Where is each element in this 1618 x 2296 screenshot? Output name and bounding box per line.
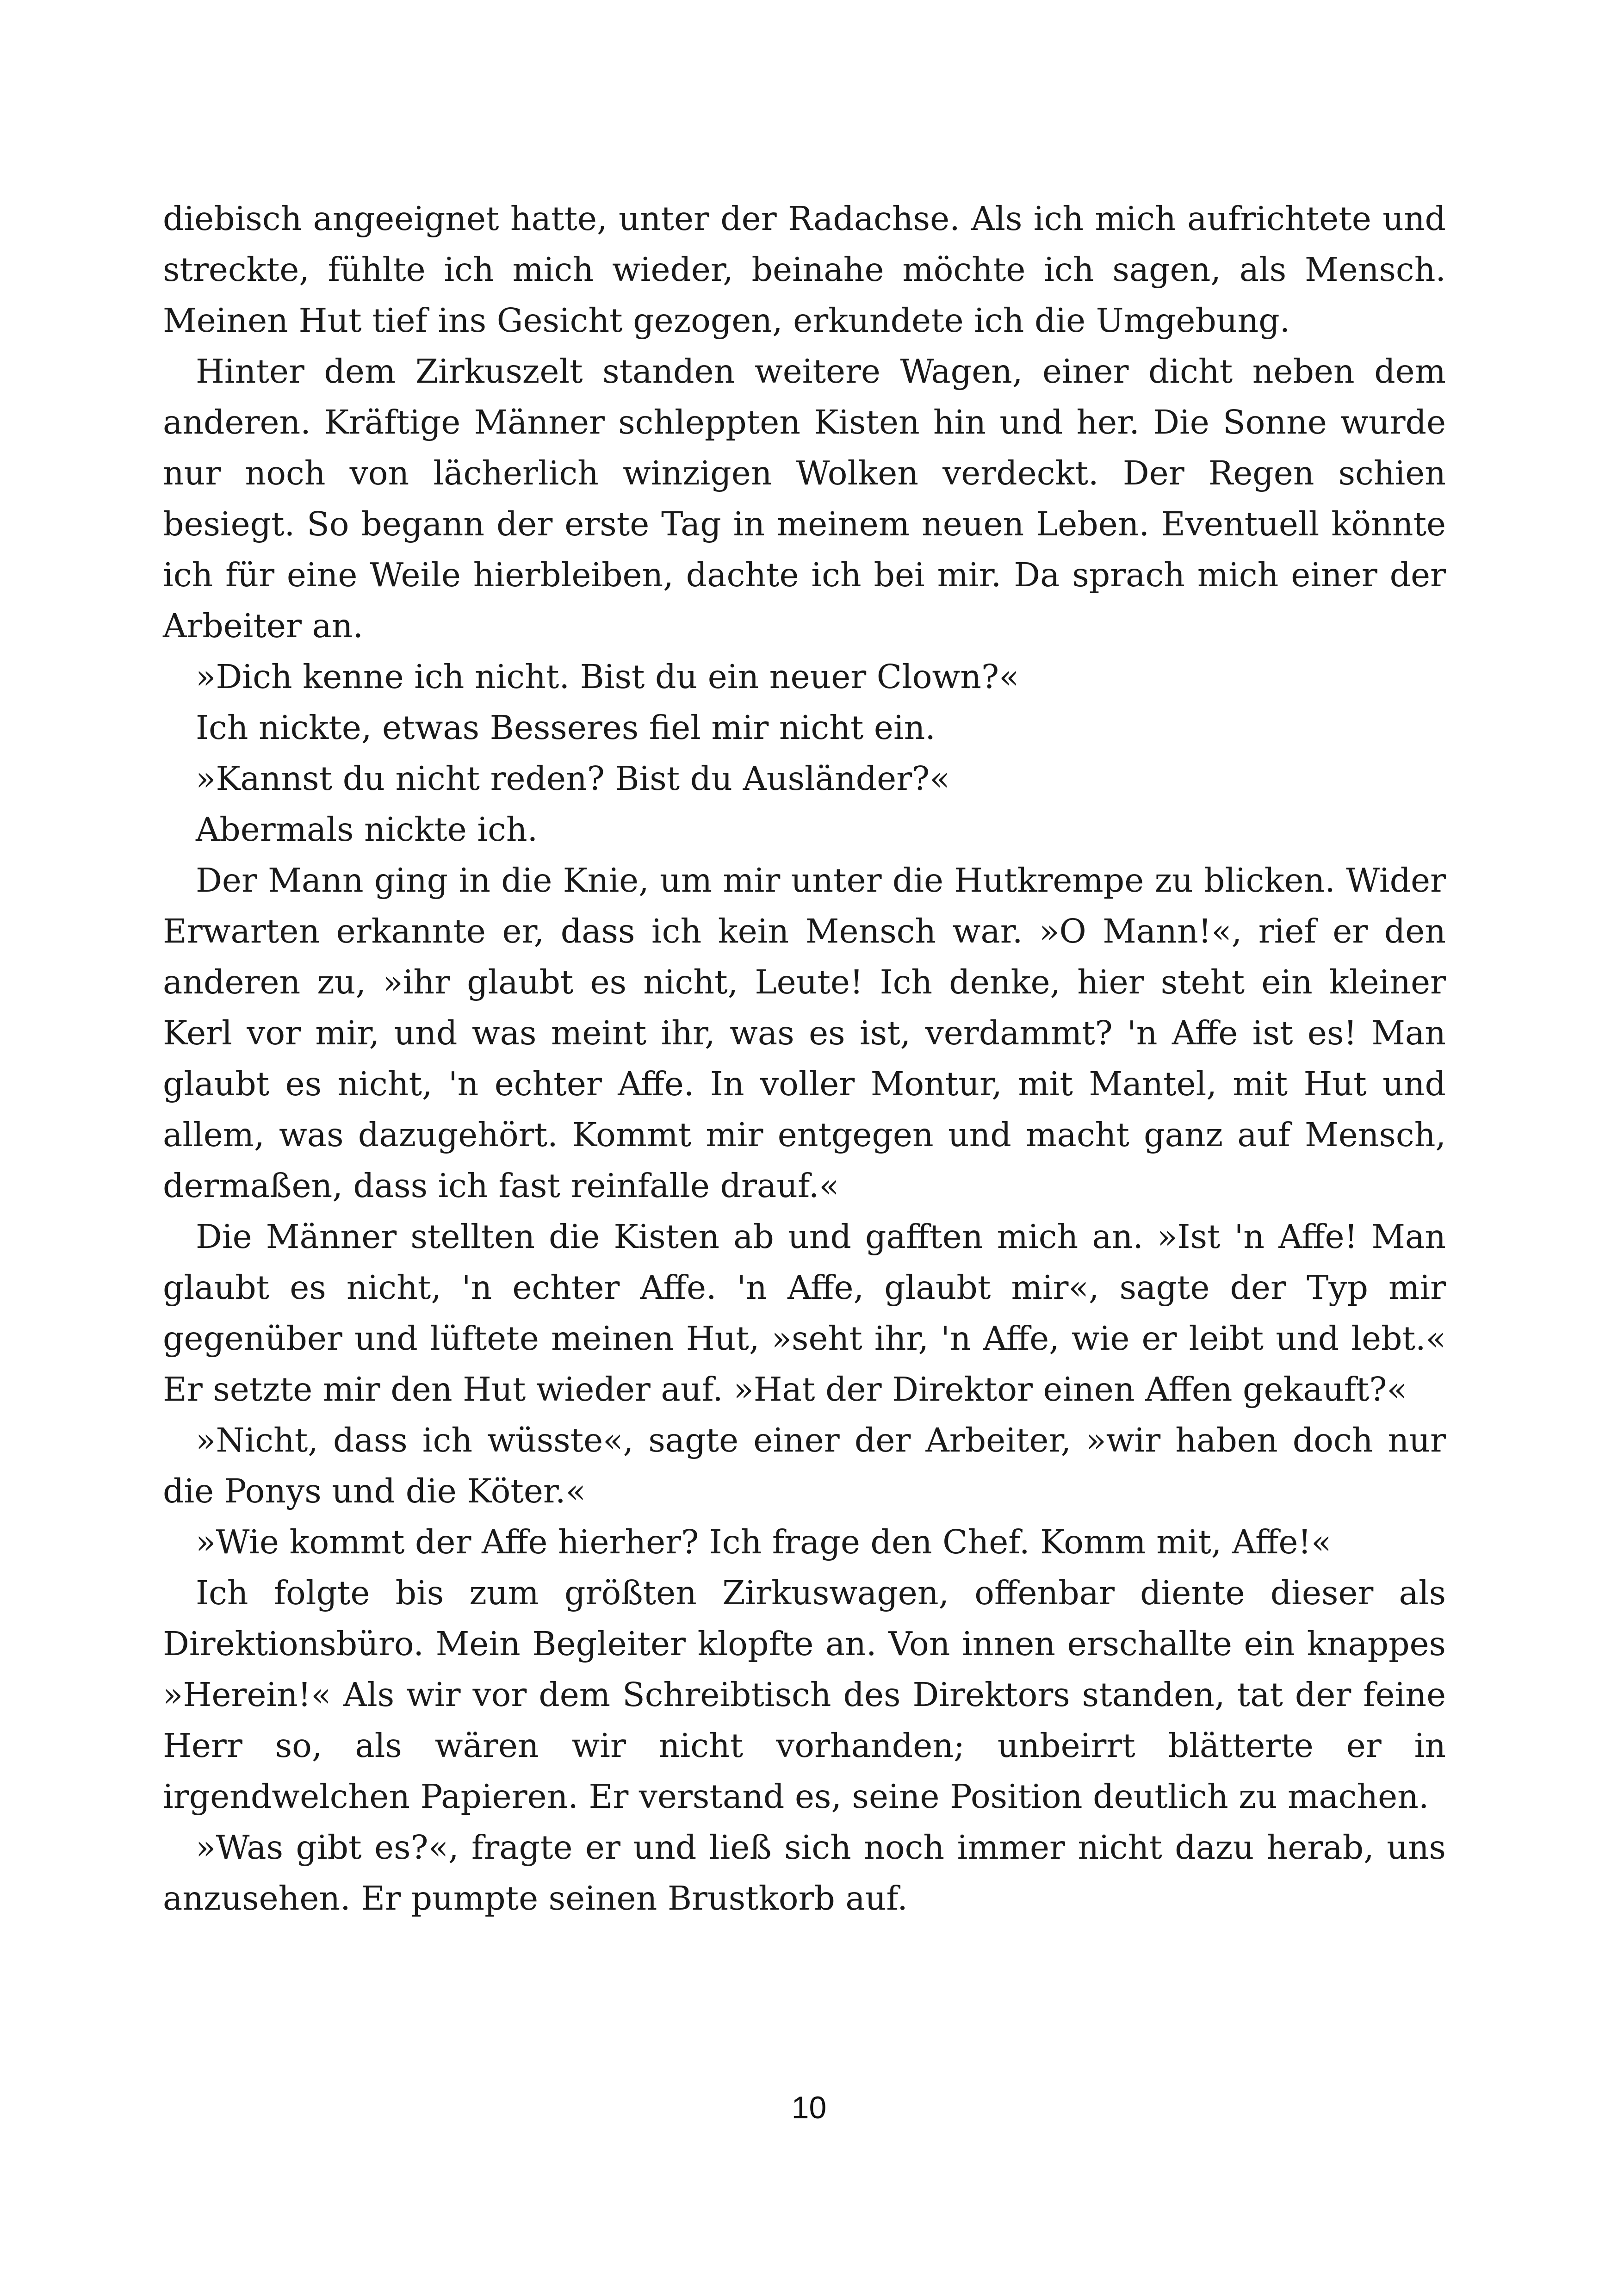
page-number: 10 <box>791 2090 827 2125</box>
paragraph: Hinter dem Zirkuszelt standen weitere Wagen, einer dicht neben dem anderen. Kräftige Männer schleppten Kisten hin und her. Die Sonne wurde nur noch von lächerlich winzigen Wolken verdeckt. Der Regen schien besiegt. So begann der erste Tag in meinem neuen Leben. Eventuell könnte ich für eine Weile hierbleiben, dachte ich bei mir. Da sprach mich einer der Arbeiter an. <box>163 352 1446 645</box>
paragraph: »Wie kommt der Affe hierher? Ich frage den Chef. Komm mit, Affe!« <box>196 1523 1332 1561</box>
paragraph: »Dich kenne ich nicht. Bist du ein neuer Clown?« <box>196 658 1019 696</box>
paragraph: Ich nickte, etwas Besseres fiel mir nicht ein. <box>196 708 936 747</box>
paragraph: Ich folgte bis zum größten Zirkuswagen, offenbar diente dieser als Direktionsbüro. Mein Begleiter klopfte an. Von innen erschallte ein knappes »Herein!« Als wir vor dem Schreibtisch des Direktors standen, tat der feine Herr so, als wären wir nicht vorhanden; unbeirrt blätterte er in irgendwelchen Papieren. Er verstand es, seine Position deutlich zu machen. <box>163 1574 1446 1816</box>
paragraph: »Nicht, dass ich wüsste«, sagte einer der Arbeiter, »wir haben doch nur die Ponys und die Köter.« <box>163 1421 1446 1510</box>
body-text <box>163 193 1446 1924</box>
paragraph: »Was gibt es?«, fragte er und ließ sich noch immer nicht dazu herab, uns anzusehen. Er pumpte seinen Brustkorb auf. <box>163 1828 1446 1917</box>
paragraph: Abermals nickte ich. <box>196 810 538 849</box>
paragraph: diebisch angeeignet hatte, unter der Radachse. Als ich mich aufrichtete und streckte, fühlte ich mich wieder, beinahe möchte ich sagen, als Mensch. Meinen Hut tief ins Gesicht gezogen, erkundete ich die Umgebung. <box>163 199 1446 340</box>
paragraph: »Kannst du nicht reden? Bist du Ausländer?« <box>196 759 950 798</box>
paragraph: Der Mann ging in die Knie, um mir unter die Hutkrempe zu blicken. Wider Erwarten erkannte er, dass ich kein Mensch war. »O Mann!«, rief er den anderen zu, »ihr glaubt es nicht, Leute! Ich denke, hier steht ein kleiner Kerl vor mir, und was meint ihr, was es ist, verdammt? 'n Affe ist es! Man glaubt es nicht, 'n echter Affe. In voller Montur, mit Mantel, mit Hut und allem, was dazugehört. Kommt mir entgegen und macht ganz auf Mensch, dermaßen, dass ich fast reinfalle drauf.« <box>163 861 1446 1205</box>
paragraph: Die Männer stellten die Kisten ab und gafften mich an. »Ist 'n Affe! Man glaubt es nicht, 'n echter Affe. 'n Affe, glaubt mir«, sagte der Typ mir gegenüber und lüftete meinen Hut, »seht ihr, 'n Affe, wie er leibt und lebt.« Er setzte mir den Hut wieder auf. »Hat der Direktor einen Affen gekauft?« <box>163 1217 1446 1409</box>
